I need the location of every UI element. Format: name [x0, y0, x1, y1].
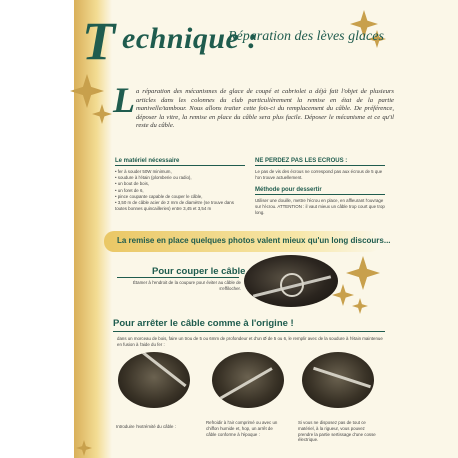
list-item: • un bout de bois, [115, 181, 150, 187]
arreter-title: Pour arrêter le câble comme à l'origine ! [113, 318, 294, 329]
list-item: • pince coupante capable de couper le câble, [115, 193, 203, 199]
page-subtitle: Réparation des lèves glaces [228, 29, 384, 44]
step-photo-1 [118, 352, 190, 408]
list-item: • fer à souder 50W minimum, [115, 169, 172, 174]
ecrous-box [255, 158, 385, 222]
caption-3: Si vous ne disposez pas de tout ce matériel, à la rigueur, vous pouvez prendre la partie sertissage d'une cosse électrique. [298, 420, 376, 443]
desserter-heading: Méthode pour dessertir [255, 187, 385, 195]
star-icon [92, 104, 112, 124]
arreter-text: dans un morceau de bois, faire un trou de 5 ou 6mm de profondeur et d'un Ø de 5 ou 6, le remplir avec de la soudure à l'étain maintenue en fusion à l'aide du fer : [117, 336, 383, 347]
star-icon [352, 298, 368, 314]
list-item: • soudure à l'étain (plomberie ou radio), [115, 175, 192, 181]
list-item: • un foret de 6, [115, 187, 144, 193]
star-icon [70, 74, 104, 108]
cable-wire [313, 367, 371, 388]
caption-2: Refroidir à l'air comprimé ou avec un chiffon humide et, hop, un arrêt de câble conforme à l'époque : [206, 420, 278, 437]
list-item: • 3,50 m de câble acier de 2 mm de diamètre (se trouve dans toutes bonnes quincailleries) entre 3,45 et 3,54 m [115, 200, 234, 212]
divider [113, 331, 385, 332]
step-photo-3 [302, 352, 374, 408]
cable-loop [280, 273, 304, 297]
ecrous-heading: NE PERDEZ PAS LES ECROUS : [255, 158, 385, 166]
intro-drop-cap: L [113, 80, 135, 120]
couper-title: Pour couper le câble [152, 266, 246, 277]
ecrous-text: Le pas de vis des écrous ne correspond pas aux écrous de 5 que l'on trouve actuellement. [255, 169, 383, 180]
caption-1: Introduire l'extrémité du câble : [116, 424, 176, 429]
cable-wire [219, 367, 272, 400]
page-title: echnique : [122, 22, 258, 55]
desserter-text: Utiliser une douille, mettre l'écrou en place, en affleurant l'ouvrage sur l'écrou. ATTENTION : il vaut mieux un câble trop court que trop long. [255, 198, 385, 215]
materiel-list [115, 169, 245, 212]
materiel-heading: Le matériel nécessaire [115, 158, 245, 166]
banner-text: La remise en place quelques photos valent mieux qu'un long discours... [117, 236, 391, 245]
divider [117, 277, 239, 278]
couper-text: Étamer à l'endroit de la coupure pour éviter au câble de s'effilocher. [133, 280, 241, 291]
cable-cut-photo [244, 255, 338, 307]
step-photo-2 [212, 352, 284, 408]
star-icon [76, 440, 92, 456]
intro-paragraph: a réparation des mécanismes de glace de coupé et cabriolet a déjà fait l'objet de plusieurs articles dans les colonnes du club particulièrement la remise en état de la partie manivelle/tambour. Nous allons traiter cette fois-ci du remplacement du câble. De préférence, déposer la vitre, la remise en place du câble sera plus facile. Déposer le mécanisme et ce qu'il reste du câble. [136, 88, 394, 130]
materiel-box [115, 158, 245, 212]
title-initial: T [82, 11, 115, 71]
